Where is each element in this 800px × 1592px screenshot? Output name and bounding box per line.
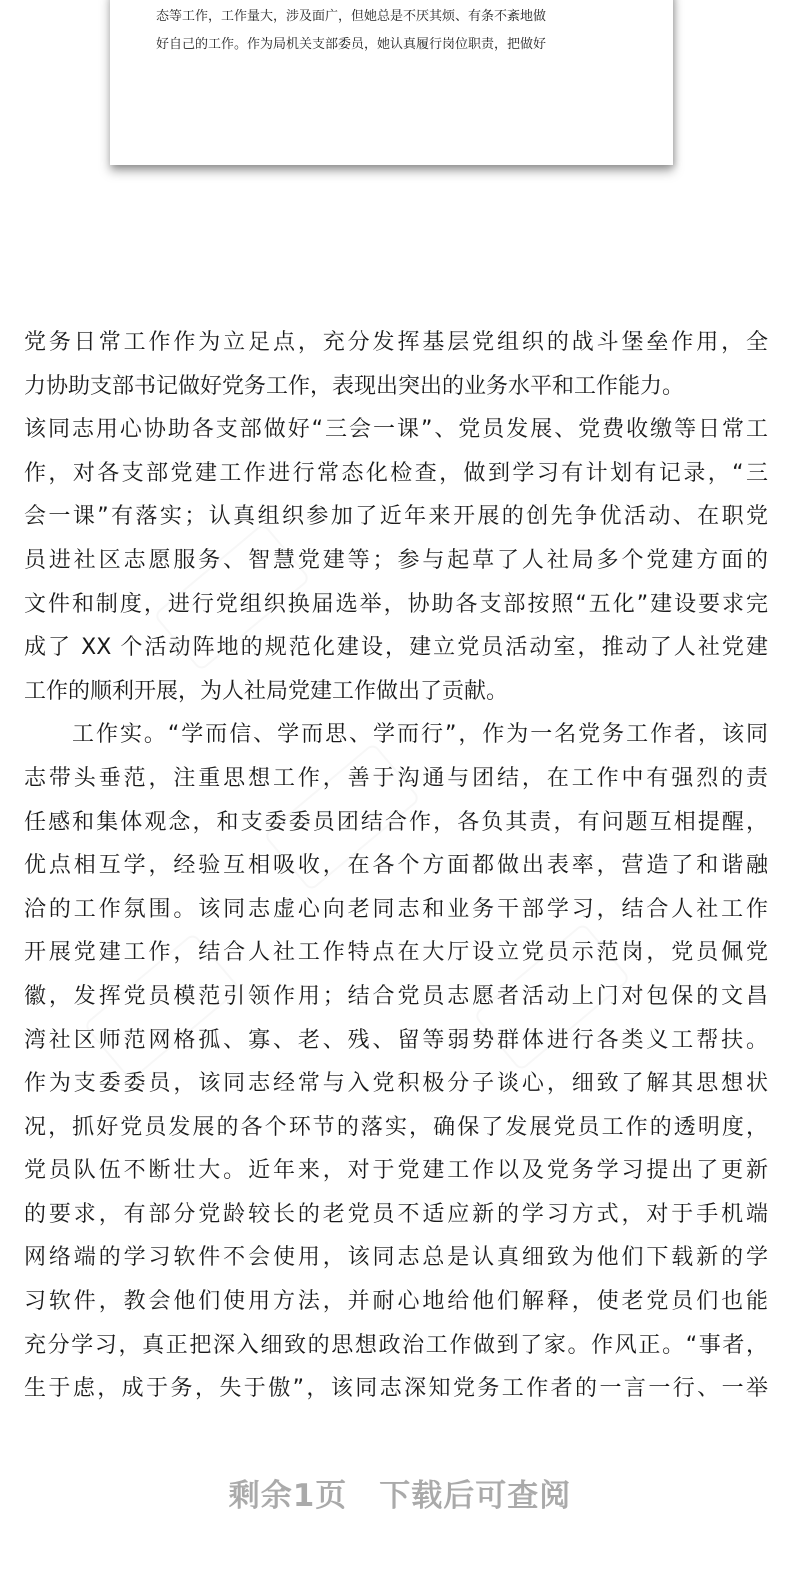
- body-line: 任感和集体观念，和支委委员团结合作，各负其责，有问题互相提醒，: [24, 809, 768, 835]
- body-line: 况，抓好党员发展的各个环节的落实，确保了发展党员工作的透明度，: [24, 1114, 768, 1140]
- body-line: 该同志用心协助各支部做好“三会一课”、党员发展、党费收缴等日常工: [24, 417, 768, 443]
- body-line: 网络端的学习软件不会使用，该同志总是认真细致为他们下载新的学: [24, 1245, 768, 1271]
- body-line: 习软件，教会他们使用方法，并耐心地给他们解释，使老党员们也能: [24, 1289, 768, 1315]
- body-line: 工作的顺利开展，为人社局党建工作做出了贡献。: [24, 678, 509, 704]
- body-line: 员进社区志愿服务、智慧党建等；参与起草了人社局多个党建方面的: [24, 547, 768, 573]
- body-line: 生于虑，成于务，失于傲”，该同志深知党务工作者的一言一行、一举: [24, 1376, 768, 1402]
- body-line: 文件和制度，进行党组织换届选举，协助各支部按照“五化”建设要求完: [24, 591, 768, 617]
- body-line: 充分学习，真正把深入细致的思想政治工作做到了家。作风正。“事者，: [24, 1332, 768, 1358]
- body-line: 党员队伍不断壮大。近年来，对于党建工作以及党务学习提出了更新: [24, 1158, 768, 1184]
- body-line: 的要求，有部分党龄较长的老党员不适应新的学习方式，对于手机端: [24, 1201, 768, 1227]
- body-line: 成了 XX 个活动阵地的规范化建设，建立党员活动室，推动了人社党建: [24, 635, 768, 661]
- document-body: [24, 321, 768, 1411]
- body-line: 工作实。“学而信、学而思、学而行”，作为一名党务工作者，该同: [72, 722, 768, 748]
- body-line: 作，对各支部党建工作进行常态化检查，做到学习有计划有记录，“三: [24, 460, 768, 486]
- body-line: 洽的工作氛围。该同志虚心向老同志和业务干部学习，结合人社工作: [24, 896, 768, 922]
- body-line: 优点相互学，经验互相吸收，在各个方面都做出表率，营造了和谐融: [24, 853, 768, 879]
- body-line: 会一课”有落实；认真组织参加了近年来开展的创先争优活动、在职党: [24, 504, 768, 530]
- body-line: 力协助支部书记做好党务工作，表现出突出的业务水平和工作能力。: [24, 373, 685, 399]
- preview-page-card: [110, 0, 673, 165]
- body-line: 作为支委委员，该同志经常与入党积极分子谈心，细致了解其思想状: [24, 1071, 768, 1097]
- body-line: 党务日常工作作为立足点，充分发挥基层党组织的战斗堡垒作用，全: [24, 330, 768, 355]
- preview-text-line-2: 好自己的工作。作为局机关支部委员，她认真履行岗位职责，把做好: [156, 37, 547, 52]
- body-line: 徽，发挥党员模范引领作用；结合党员志愿者活动上门对包保的文昌: [24, 983, 768, 1009]
- body-line: 开展党建工作，结合人社工作特点在大厅设立党员示范岗，党员佩党: [24, 940, 768, 966]
- remaining-pages-notice[interactable]: 剩余1页 下载后可查阅: [228, 1478, 572, 1514]
- body-line: 湾社区师范网格孤、寡、老、残、留等弱势群体进行各类义工帮扶。: [24, 1027, 768, 1053]
- body-line: 志带头垂范，注重思想工作，善于沟通与团结，在工作中有强烈的责: [24, 765, 768, 791]
- preview-text-line-1: 态等工作，工作量大，涉及面广，但她总是不厌其烦、有条不紊地做: [156, 9, 547, 24]
